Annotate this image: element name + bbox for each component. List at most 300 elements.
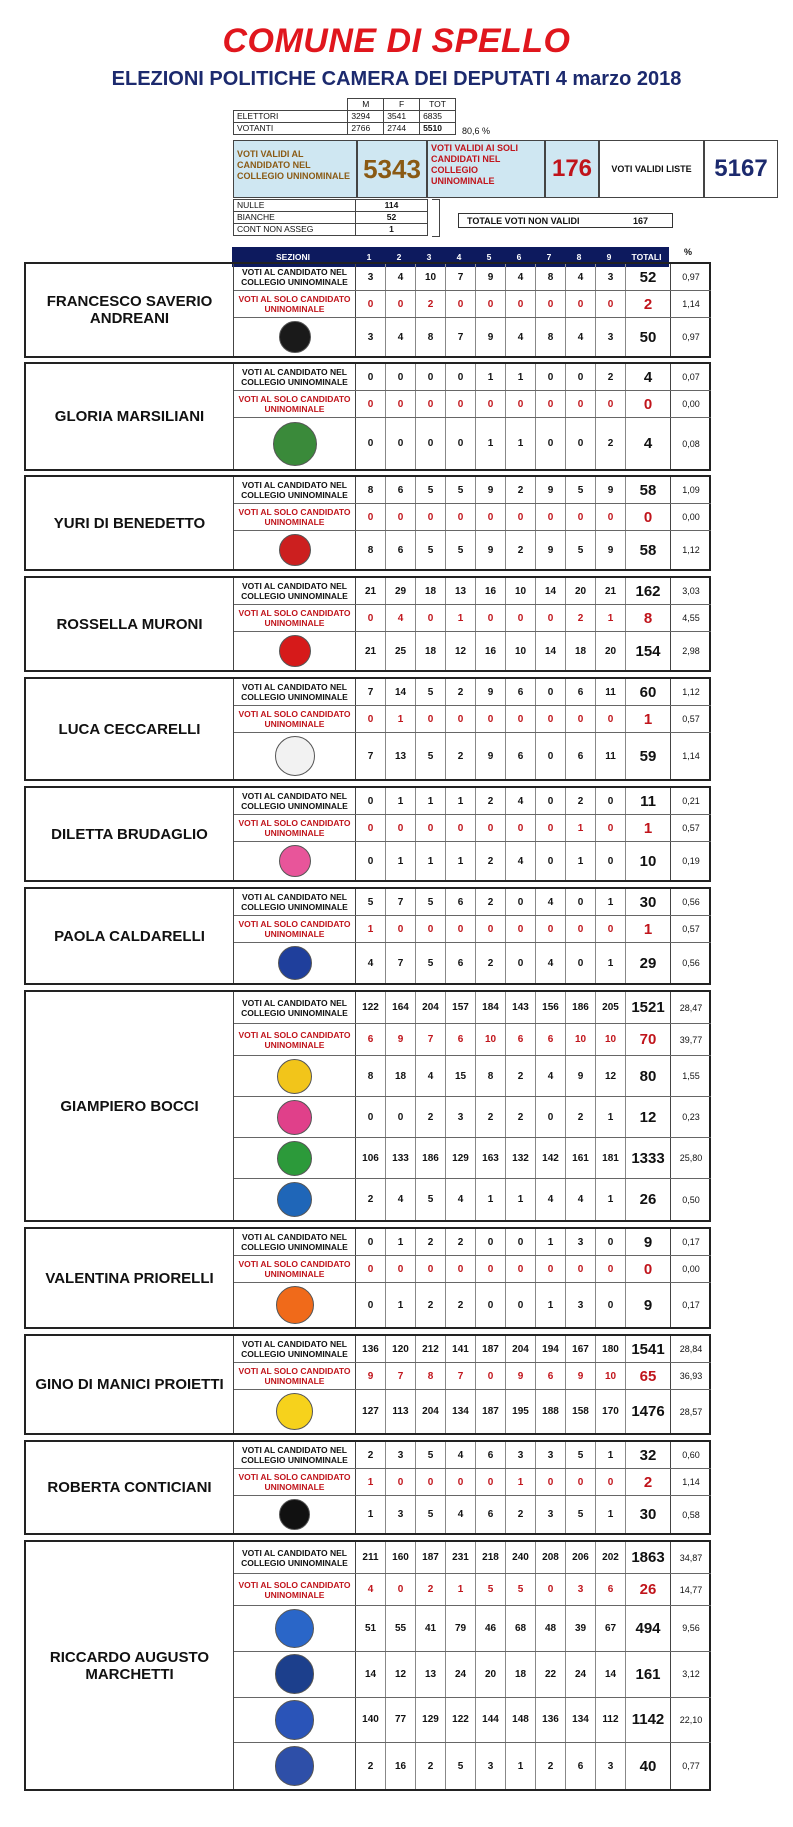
solo-candidato-label: VOTI AL SOLO CANDIDATO UNINOMINALE: [234, 1256, 356, 1282]
section-value: 21: [356, 578, 386, 604]
section-value: 0: [596, 504, 626, 530]
row-total: 12: [626, 1097, 671, 1137]
col-m: M: [348, 99, 384, 111]
row-percent: 1,14: [682, 299, 700, 309]
solo-candidato-label: VOTI AL SOLO CANDIDATO UNINOMINALE: [234, 815, 356, 841]
party-logo-icon: [277, 1182, 312, 1217]
section-value: 2: [416, 291, 446, 317]
section-value: 0: [566, 1256, 596, 1282]
nulle-label: NULLE: [234, 200, 356, 212]
party-logo-icon: [278, 946, 312, 980]
section-value: 4: [566, 1179, 596, 1220]
section-value: 1: [596, 943, 626, 983]
section-value: 18: [506, 1652, 536, 1697]
row-percent: 1,09: [682, 485, 700, 495]
section-value: 2: [476, 788, 506, 814]
section-value: 1: [506, 1179, 536, 1220]
row-total: 29: [626, 943, 671, 983]
section-value: 6: [476, 1442, 506, 1468]
section-value: 5: [416, 943, 446, 983]
section-value: 0: [476, 916, 506, 942]
party-logo-cell: [234, 531, 356, 569]
section-value: 2: [476, 842, 506, 880]
row-percent: 0,56: [682, 897, 700, 907]
section-value: 3: [476, 1743, 506, 1789]
section-value: 0: [356, 815, 386, 841]
section-value: 39: [566, 1606, 596, 1651]
section-value: 0: [386, 1256, 416, 1282]
section-value: 6: [506, 733, 536, 779]
section-value: 195: [506, 1390, 536, 1433]
nulle-value: 114: [356, 200, 428, 212]
section-value: 6: [446, 889, 476, 915]
section-value: 0: [386, 291, 416, 317]
section-value: 9: [566, 1363, 596, 1389]
section-value: 0: [416, 1256, 446, 1282]
table-row: [234, 1390, 711, 1433]
candidato-label: VOTI AL CANDIDATO NEL COLLEGIO UNINOMINALE: [234, 788, 356, 814]
section-value: 14: [356, 1652, 386, 1697]
section-value: 9: [476, 733, 506, 779]
col-tot: TOT: [420, 99, 456, 111]
row-percent: 0,19: [682, 856, 700, 866]
section-value: 16: [476, 632, 506, 670]
row-percent: 0,00: [682, 1264, 700, 1274]
section-value: 0: [386, 418, 416, 469]
table-row: [234, 1652, 711, 1698]
solo-candidato-label: VOTI AL SOLO CANDIDATO UNINOMINALE: [234, 1363, 356, 1389]
section-value: 5: [356, 889, 386, 915]
section-value: 0: [506, 815, 536, 841]
row-total: 9: [626, 1283, 671, 1327]
section-value: 0: [416, 815, 446, 841]
section-value: 0: [386, 1097, 416, 1137]
candidate-name: ROSSELLA MURONI: [26, 578, 234, 670]
section-value: 0: [596, 1229, 626, 1255]
section-value: 8: [476, 1056, 506, 1096]
validi-soli-label: VOTI VALIDI AI SOLI CANDIDATI NEL COLLEGIO UNINOMINALE: [427, 140, 545, 198]
cont-label: CONT NON ASSEG: [234, 224, 356, 236]
section-value: 0: [596, 391, 626, 417]
section-value: 12: [596, 1056, 626, 1096]
invalid-table: [233, 199, 428, 236]
section-value: 0: [356, 1256, 386, 1282]
section-value: 1: [386, 1283, 416, 1327]
candidate-name: GLORIA MARSILIANI: [26, 364, 234, 469]
section-value: 0: [416, 1469, 446, 1495]
non-validi-label: TOTALE VOTI NON VALIDI: [467, 215, 580, 226]
candidato-label: VOTI AL CANDIDATO NEL COLLEGIO UNINOMINALE: [234, 679, 356, 705]
section-value: 0: [536, 842, 566, 880]
section-value: 2: [506, 1097, 536, 1137]
section-value: 134: [446, 1390, 476, 1433]
section-value: 0: [536, 788, 566, 814]
candidate-block: [24, 887, 711, 985]
section-value: 4: [506, 318, 536, 356]
party-logo-icon: [279, 1499, 310, 1530]
row-total: 30: [626, 889, 671, 915]
row-percent: 34,87: [679, 1552, 703, 1563]
section-value: 122: [446, 1698, 476, 1743]
table-row: [234, 391, 711, 418]
section-value: 48: [536, 1606, 566, 1651]
votanti-label: VOTANTI: [234, 123, 348, 135]
section-value: 204: [416, 1390, 446, 1433]
section-value: 0: [446, 364, 476, 390]
candidate-name: GIAMPIERO BOCCI: [26, 992, 234, 1220]
candidate-name: DILETTA BRUDAGLIO: [26, 788, 234, 880]
party-logo-icon: [275, 1700, 315, 1740]
row-percent: 36,93: [679, 1371, 703, 1381]
table-row: [234, 632, 711, 670]
section-value: 122: [356, 992, 386, 1023]
row-percent: 0,60: [682, 1450, 700, 1460]
section-value: 7: [386, 889, 416, 915]
candidate-name: LUCA CECCARELLI: [26, 679, 234, 779]
section-value: 2: [416, 1097, 446, 1137]
candidate-block: [24, 1227, 711, 1329]
section-value: 4: [536, 1056, 566, 1096]
section-value: 129: [416, 1698, 446, 1743]
party-logo-cell: [234, 733, 356, 779]
section-value: 16: [386, 1743, 416, 1789]
section-value: 8: [416, 1363, 446, 1389]
party-logo-cell: [234, 1698, 356, 1743]
section-value: 5: [416, 1179, 446, 1220]
section-value: 1: [596, 1442, 626, 1468]
table-row: [234, 364, 711, 391]
row-percent: 1,12: [682, 545, 700, 555]
section-value: 14: [536, 632, 566, 670]
row-percent: 0,17: [682, 1237, 700, 1247]
section-value: 0: [356, 418, 386, 469]
section-value: 0: [446, 418, 476, 469]
section-value: 2: [416, 1743, 446, 1789]
section-value: 2: [476, 1097, 506, 1137]
section-value: 0: [536, 1256, 566, 1282]
section-value: 5: [416, 477, 446, 503]
section-value: 0: [416, 605, 446, 631]
party-logo-icon: [279, 534, 311, 566]
table-row: [234, 733, 711, 779]
section-value: 212: [416, 1336, 446, 1362]
section-value: 2: [476, 889, 506, 915]
section-value: 6: [566, 1743, 596, 1789]
section-value: 1: [596, 1496, 626, 1533]
section-value: 0: [596, 1283, 626, 1327]
table-row: [234, 1496, 711, 1533]
section-value: 1: [446, 1574, 476, 1605]
section-value: 5: [446, 531, 476, 569]
row-percent: 0,57: [682, 823, 700, 833]
section-value: 4: [506, 264, 536, 290]
section-value: 2: [446, 679, 476, 705]
row-percent: 0,77: [682, 1761, 700, 1772]
party-logo-icon: [279, 845, 311, 877]
row-percent: 28,57: [679, 1406, 703, 1417]
table-row: [234, 578, 711, 605]
section-col-2: 2: [396, 252, 402, 262]
row-percent: 0,00: [682, 512, 700, 522]
row-percent: 0,50: [682, 1194, 700, 1205]
section-value: 10: [506, 578, 536, 604]
section-value: 9: [596, 531, 626, 569]
section-value: 184: [476, 992, 506, 1023]
elettori-tot: 6835: [420, 111, 456, 123]
section-value: 0: [356, 706, 386, 732]
table-row: [234, 788, 711, 815]
section-value: 0: [446, 815, 476, 841]
section-value: 1: [596, 1097, 626, 1137]
section-value: 7: [446, 264, 476, 290]
summary-table: [233, 98, 456, 135]
party-logo-icon: [275, 1654, 315, 1694]
section-value: 4: [416, 1056, 446, 1096]
row-total: 52: [626, 264, 671, 290]
section-value: 1: [536, 1283, 566, 1327]
section-value: 0: [536, 916, 566, 942]
section-value: 9: [476, 264, 506, 290]
section-value: 0: [566, 916, 596, 942]
section-value: 160: [386, 1542, 416, 1573]
section-value: 208: [536, 1542, 566, 1573]
page-title: COMUNE DI SPELLO: [222, 22, 571, 60]
section-value: 3: [566, 1229, 596, 1255]
candidate-block: [24, 1440, 711, 1535]
row-total: 32: [626, 1442, 671, 1468]
section-value: 112: [596, 1698, 626, 1743]
section-value: 0: [596, 291, 626, 317]
section-value: 51: [356, 1606, 386, 1651]
section-value: 13: [416, 1652, 446, 1697]
section-value: 9: [566, 1056, 596, 1096]
party-logo-cell: [234, 1390, 356, 1433]
section-value: 6: [506, 1024, 536, 1055]
row-percent: 25,80: [679, 1153, 703, 1163]
section-value: 7: [386, 1363, 416, 1389]
section-value: 13: [386, 733, 416, 779]
section-value: 6: [596, 1574, 626, 1605]
section-value: 11: [596, 679, 626, 705]
section-value: 10: [506, 632, 536, 670]
section-value: 2: [506, 477, 536, 503]
validi-liste-value: 5167: [704, 140, 778, 198]
section-value: 4: [386, 264, 416, 290]
row-total: 58: [626, 531, 671, 569]
section-value: 15: [446, 1056, 476, 1096]
section-value: 0: [566, 889, 596, 915]
section-value: 9: [536, 531, 566, 569]
section-value: 0: [416, 391, 446, 417]
row-total: 8: [626, 605, 671, 631]
row-percent: 4,55: [682, 613, 700, 623]
candidate-block: [24, 475, 711, 571]
section-value: 46: [476, 1606, 506, 1651]
section-value: 7: [446, 318, 476, 356]
section-value: 0: [506, 504, 536, 530]
section-value: 2: [566, 605, 596, 631]
row-percent: 0,17: [682, 1300, 700, 1310]
table-row: [234, 706, 711, 733]
section-value: 1: [596, 1179, 626, 1220]
row-total: 10: [626, 842, 671, 880]
row-total: 1142: [626, 1698, 671, 1743]
party-logo-cell: [234, 1179, 356, 1220]
pct-label: %: [684, 247, 693, 257]
section-value: 5: [566, 1496, 596, 1533]
section-value: 2: [596, 364, 626, 390]
section-value: 18: [566, 632, 596, 670]
row-total: 0: [626, 1256, 671, 1282]
section-value: 0: [476, 815, 506, 841]
elettori-f: 3541: [384, 111, 420, 123]
section-value: 140: [356, 1698, 386, 1743]
section-value: 5: [476, 1574, 506, 1605]
section-value: 6: [446, 943, 476, 983]
section-value: 3: [506, 1442, 536, 1468]
section-value: 10: [476, 1024, 506, 1055]
party-logo-cell: [234, 1743, 356, 1789]
party-logo-cell: [234, 632, 356, 670]
table-row: [234, 679, 711, 706]
section-value: 2: [506, 1496, 536, 1533]
party-logo-cell: [234, 1496, 356, 1533]
table-row: [234, 291, 711, 318]
section-value: 2: [446, 1229, 476, 1255]
section-value: 0: [596, 815, 626, 841]
section-value: 4: [356, 943, 386, 983]
section-value: 4: [446, 1496, 476, 1533]
candidato-label: VOTI AL CANDIDATO NEL COLLEGIO UNINOMINALE: [234, 889, 356, 915]
candidate-block: [24, 786, 711, 882]
candidate-block: [24, 362, 711, 471]
table-row: [234, 1698, 711, 1744]
section-value: 10: [566, 1024, 596, 1055]
section-value: 0: [506, 706, 536, 732]
section-value: 6: [566, 733, 596, 779]
section-value: 0: [536, 1469, 566, 1495]
party-logo-cell: [234, 1652, 356, 1697]
section-value: 0: [386, 1574, 416, 1605]
solo-candidato-label: VOTI AL SOLO CANDIDATO UNINOMINALE: [234, 1574, 356, 1605]
section-value: 5: [416, 1496, 446, 1533]
section-value: 11: [596, 733, 626, 779]
cont-value: 1: [356, 224, 428, 236]
solo-candidato-label: VOTI AL SOLO CANDIDATO UNINOMINALE: [234, 1024, 356, 1055]
validi-candidato-value: 5343: [357, 140, 427, 198]
section-value: 0: [596, 1256, 626, 1282]
section-value: 0: [566, 364, 596, 390]
section-value: 2: [446, 1283, 476, 1327]
section-value: 0: [596, 706, 626, 732]
row-percent: 0,57: [682, 924, 700, 934]
section-value: 4: [536, 943, 566, 983]
row-total: 50: [626, 318, 671, 356]
row-percent: 0,07: [682, 372, 700, 382]
section-value: 16: [476, 578, 506, 604]
row-total: 154: [626, 632, 671, 670]
table-row: [234, 1138, 711, 1179]
section-value: 2: [596, 418, 626, 469]
candidato-label: VOTI AL CANDIDATO NEL COLLEGIO UNINOMINALE: [234, 578, 356, 604]
section-value: 0: [356, 605, 386, 631]
non-validi-value: 167: [632, 215, 648, 226]
section-value: 106: [356, 1138, 386, 1178]
section-value: 4: [446, 1442, 476, 1468]
row-percent: 39,77: [679, 1034, 703, 1045]
row-percent: 3,12: [682, 1669, 700, 1680]
table-row: [234, 815, 711, 842]
section-value: 1: [386, 788, 416, 814]
section-value: 5: [506, 1574, 536, 1605]
section-value: 187: [476, 1336, 506, 1362]
section-value: 0: [416, 504, 446, 530]
section-value: 0: [446, 504, 476, 530]
section-value: 156: [536, 992, 566, 1023]
table-row: [234, 1283, 711, 1327]
section-value: 0: [386, 815, 416, 841]
section-value: 0: [536, 1097, 566, 1137]
section-value: 8: [356, 1056, 386, 1096]
row-percent: 2,98: [682, 646, 700, 656]
section-value: 0: [356, 1229, 386, 1255]
section-value: 1: [386, 706, 416, 732]
section-value: 5: [446, 1743, 476, 1789]
section-value: 3: [536, 1496, 566, 1533]
row-total: 60: [626, 679, 671, 705]
section-value: 1: [476, 364, 506, 390]
section-value: 18: [386, 1056, 416, 1096]
section-value: 1: [356, 1469, 386, 1495]
section-value: 0: [506, 1283, 536, 1327]
section-value: 1: [506, 364, 536, 390]
section-value: 9: [596, 477, 626, 503]
section-value: 1: [476, 418, 506, 469]
votanti-m: 2766: [348, 123, 384, 135]
section-value: 1: [596, 889, 626, 915]
section-value: 4: [506, 788, 536, 814]
section-value: 0: [476, 1363, 506, 1389]
section-value: 0: [506, 291, 536, 317]
section-value: 12: [446, 632, 476, 670]
section-value: 0: [416, 916, 446, 942]
totali-label: TOTALI: [631, 252, 662, 262]
section-value: 0: [536, 605, 566, 631]
section-value: 6: [476, 1496, 506, 1533]
table-row: [234, 264, 711, 291]
section-value: 0: [356, 504, 386, 530]
section-value: 0: [356, 842, 386, 880]
table-row: [234, 1056, 711, 1097]
candidate-block: [24, 262, 711, 358]
row-total: 1: [626, 706, 671, 732]
row-total: 494: [626, 1606, 671, 1651]
section-value: 211: [356, 1542, 386, 1573]
section-value: 7: [356, 733, 386, 779]
section-value: 136: [356, 1336, 386, 1362]
section-value: 20: [566, 578, 596, 604]
col-f: F: [384, 99, 420, 111]
row-percent: 0,23: [682, 1112, 700, 1122]
section-value: 13: [446, 578, 476, 604]
section-col-8: 8: [576, 252, 582, 262]
section-value: 9: [506, 1363, 536, 1389]
section-value: 24: [566, 1652, 596, 1697]
section-value: 1: [386, 1229, 416, 1255]
row-percent: 0,57: [682, 714, 700, 724]
section-value: 12: [386, 1652, 416, 1697]
table-row: [234, 1179, 711, 1220]
